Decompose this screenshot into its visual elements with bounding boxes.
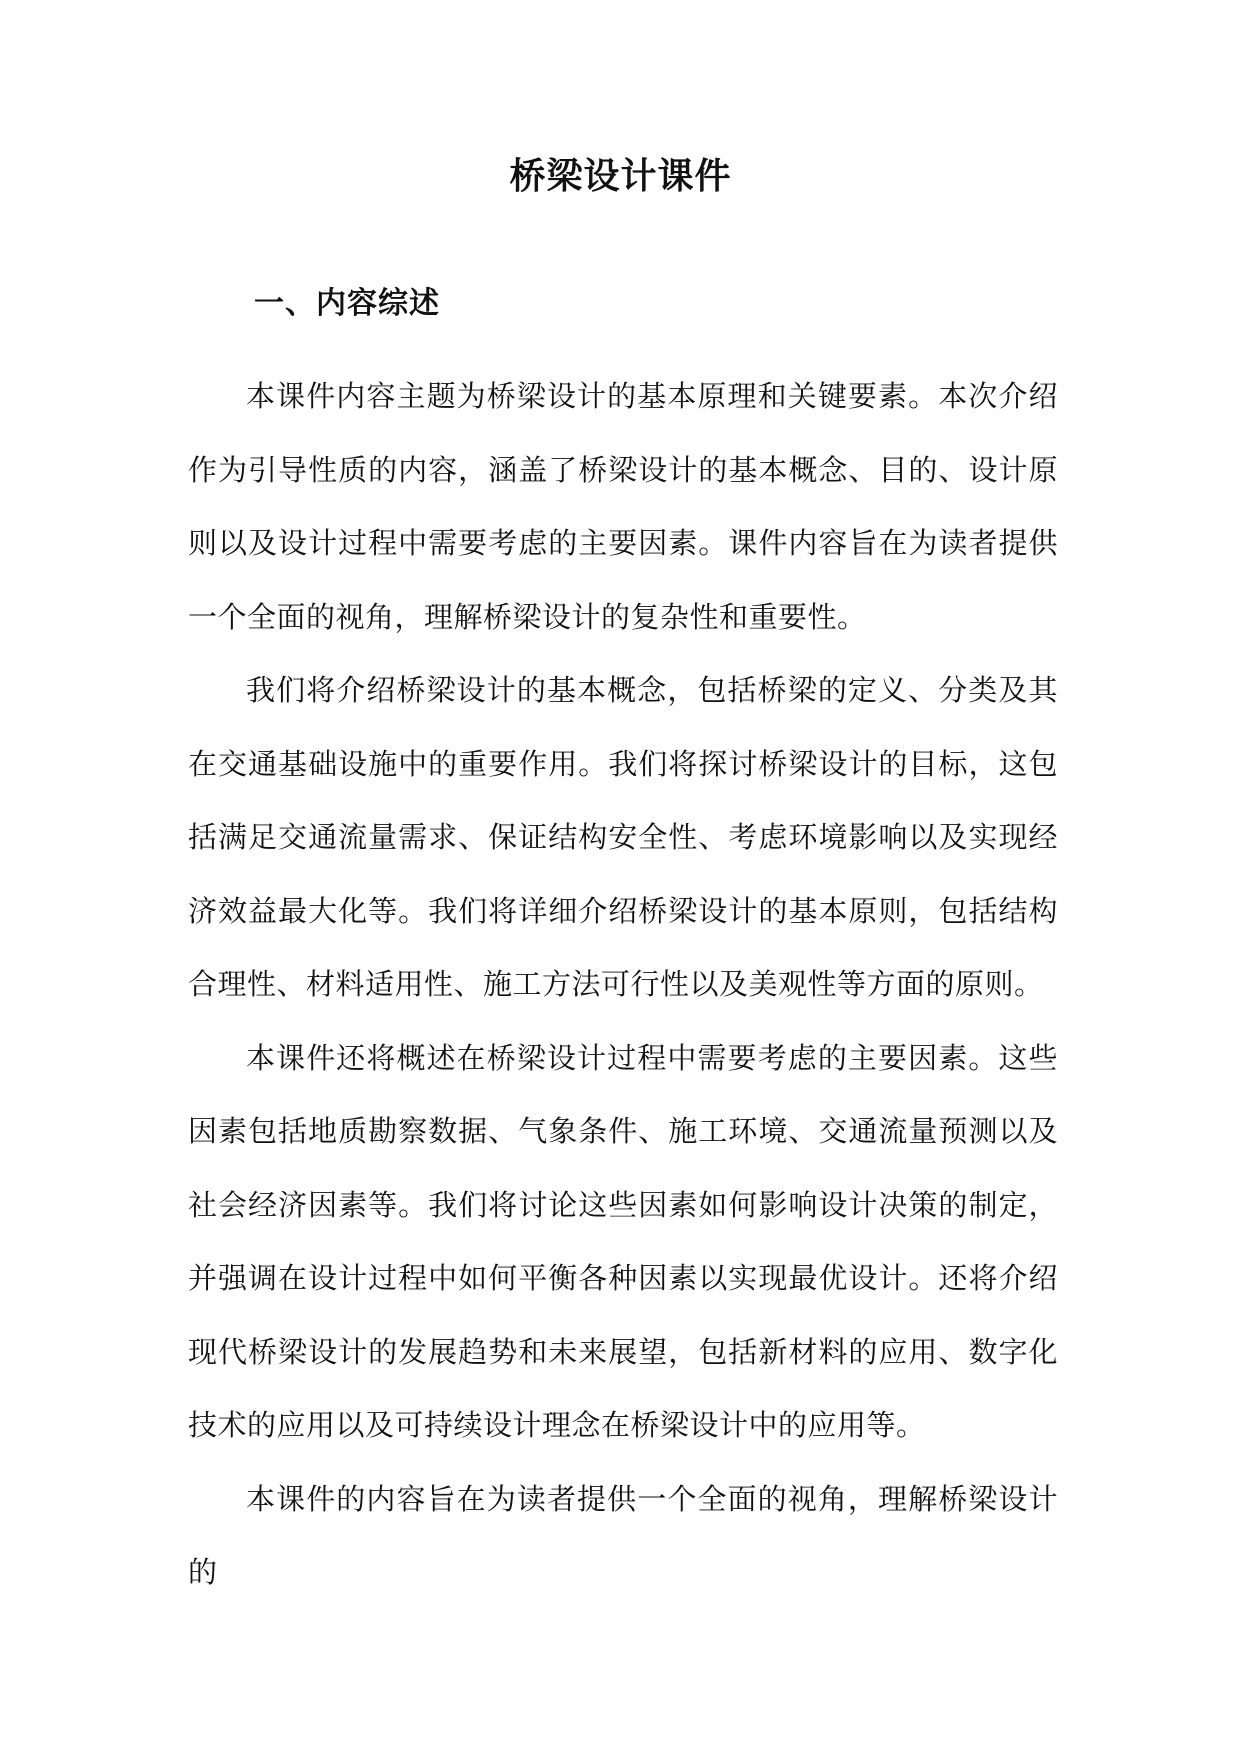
- paragraph-2: 我们将介绍桥梁设计的基本概念，包括桥梁的定义、分类及其在交通基础设施中的重要作用。我们将探讨桥梁设计的目标，这包括满足交通流量需求、保证结构安全性、考虑环境影响以及实现经济效益最大化等。我们将详细介绍桥梁设计的基本原则，包括结构合理性、材料适用性、施工方法可行性以及美观性等方面的原则。: [188, 673, 1058, 1001]
- body-text: [188, 360, 1058, 1610]
- document-title: 桥梁设计课件: [509, 155, 732, 197]
- paragraph-3: 本课件还将概述在桥梁设计过程中需要考虑的主要因素。这些因素包括地质勘察数据、气象条件、施工环境、交通流量预测以及社会经济因素等。我们将讨论这些因素如何影响设计决策的制定，并强调在设计过程中如何平衡各种因素以实现最优设计。还将介绍现代桥梁设计的发展趋势和未来展望，包括新材料的应用、数字化技术的应用以及可持续设计理念在桥梁设计中的应用等。: [188, 1040, 1058, 1442]
- paragraph-4: 本课件的内容旨在为读者提供一个全面的视角，理解桥梁设计的: [188, 1481, 1058, 1589]
- paragraph-1: 本课件内容主题为桥梁设计的基本原理和关键要素。本次介绍作为引导性质的内容，涵盖了桥梁设计的基本概念、目的、设计原则以及设计过程中需要考虑的主要因素。课件内容旨在为读者提供一个全面的视角，理解桥梁设计的复杂性和重要性。: [188, 379, 1058, 634]
- section-heading: 一、内容综述: [254, 286, 440, 321]
